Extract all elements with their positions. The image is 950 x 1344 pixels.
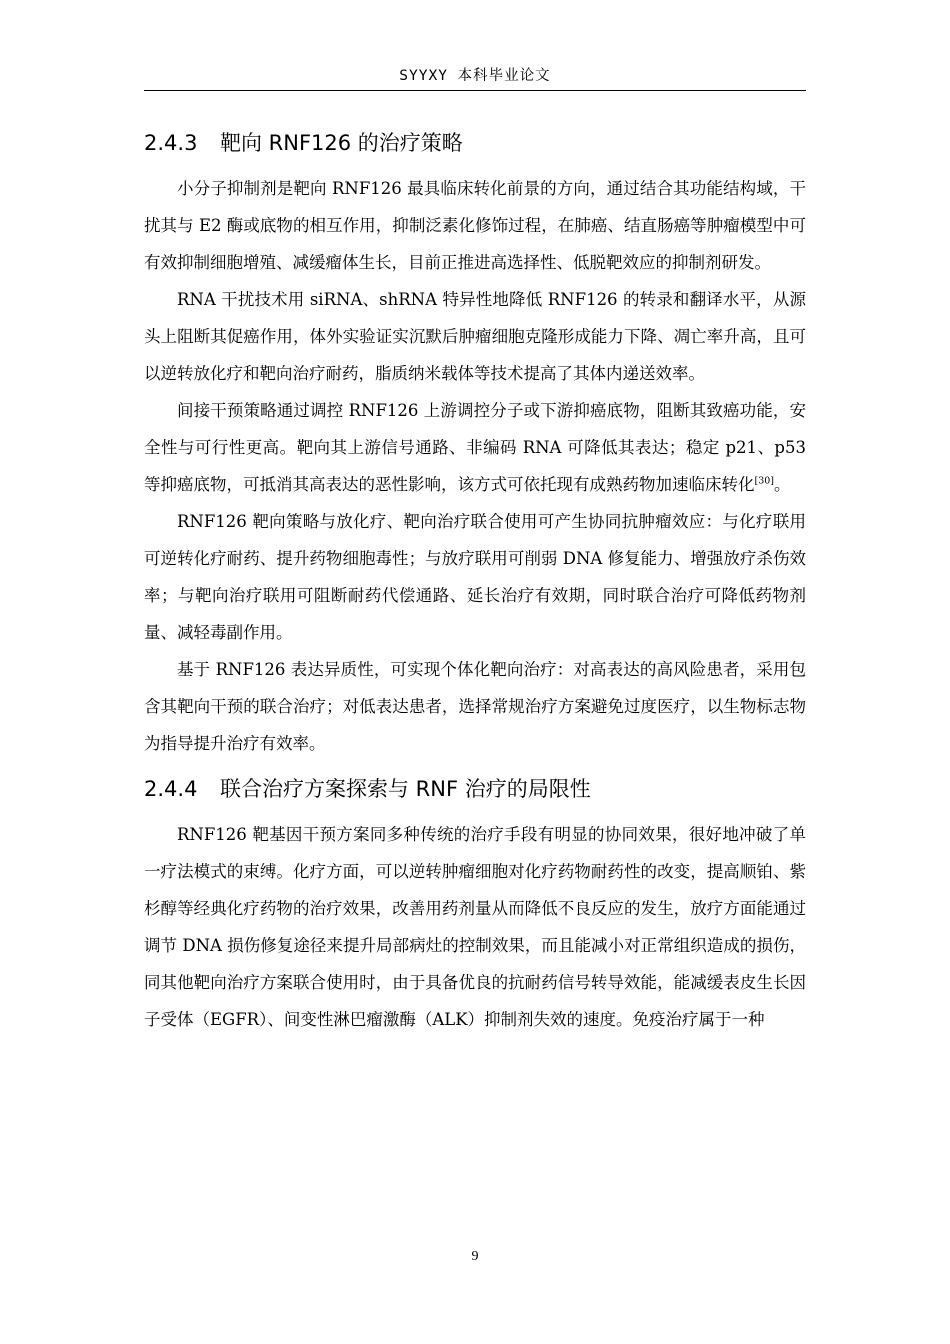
paragraph-text: 间接干预策略通过调控 RNF126 上游调控分子或下游抑癌底物，阻断其致癌功能，安全性与可行性更高。靶向其上游信号通路、非编码 RNA 可降低其表达；稳定 p21、p53 等抑癌底物，可抵消其高表达的恶性影响，该方式可依托现有成熟药物加速临床转化 [144, 401, 806, 494]
citation-ref: [30] [754, 475, 775, 487]
paragraph: RNF126 靶基因干预方案同多种传统的治疗手段有明显的协同效果，很好地冲破了单一疗法模式的束缚。化疗方面，可以逆转肿瘤细胞对化疗药物耐药性的改变，提高顺铂、紫杉醇等经典化疗药物的治疗效果，改善用药剂量从而降低不良反应的发生，放疗方面能通过调节 DNA 损伤修复途径来提升局部病灶的控制效果，而且能减小对正常组织造成的损伤，同其他靶向治疗方案联合使用时，由于具备优良的抗耐药信号转导效能，能减缓表皮生长因子受体（EGFR）、间变性淋巴瘤激酶（ALK）抑制剂失效的速度。免疫治疗属于一种 [144, 825, 806, 1029]
section-number: 2.4.3 [144, 131, 198, 155]
section-heading-2-4-4 [144, 766, 806, 812]
section-title: 靶向 RNF126 的治疗策略 [220, 131, 463, 155]
header-rule [144, 90, 806, 91]
paragraph [144, 392, 806, 503]
section-heading-2-4-3 [144, 120, 806, 166]
paragraph: RNF126 靶向策略与放化疗、靶向治疗联合使用可产生协同抗肿瘤效应：与化疗联用可逆转化疗耐药、提升药物细胞毒性；与放疗联用可削弱 DNA 修复能力、增强放疗杀伤效率；与靶向治疗联用可阻断耐药代偿通路、延长治疗有效期，同时联合治疗可降低药物剂量、减轻毒副作用。 [144, 512, 806, 642]
page-number: 9 [471, 1249, 479, 1264]
section-number: 2.4.4 [144, 777, 198, 801]
paragraph: 基于 RNF126 表达异质性，可实现个体化靶向治疗：对高表达的高风险患者，采用包含其靶向干预的联合治疗；对低表达患者，选择常规治疗方案避免过度医疗，以生物标志物为指导提升治疗有效率。 [144, 660, 806, 753]
section-title: 联合治疗方案探索与 RNF 治疗的局限性 [220, 777, 591, 801]
paragraph-end: 。 [774, 475, 791, 494]
paragraph: RNA 干扰技术用 siRNA、shRNA 特异性地降低 RNF126 的转录和翻译水平，从源头上阻断其促癌作用，体外实验证实沉默后肿瘤细胞克隆形成能力下降、凋亡率升高，且可以逆转放化疗和靶向治疗耐药，脂质纳米载体等技术提高了其体内递送效率。 [144, 290, 806, 383]
paragraph: 小分子抑制剂是靶向 RNF126 最具临床转化前景的方向，通过结合其功能结构域，干扰其与 E2 酶或底物的相互作用，抑制泛素化修饰过程，在肺癌、结直肠癌等肿瘤模型中可有效抑制细胞增殖、减缓瘤体生长，目前正推进高选择性、低脱靶效应的抑制剂研发。 [144, 179, 806, 272]
page-header: SYYXY 本科毕业论文 [399, 68, 551, 84]
page-content [144, 120, 806, 1038]
